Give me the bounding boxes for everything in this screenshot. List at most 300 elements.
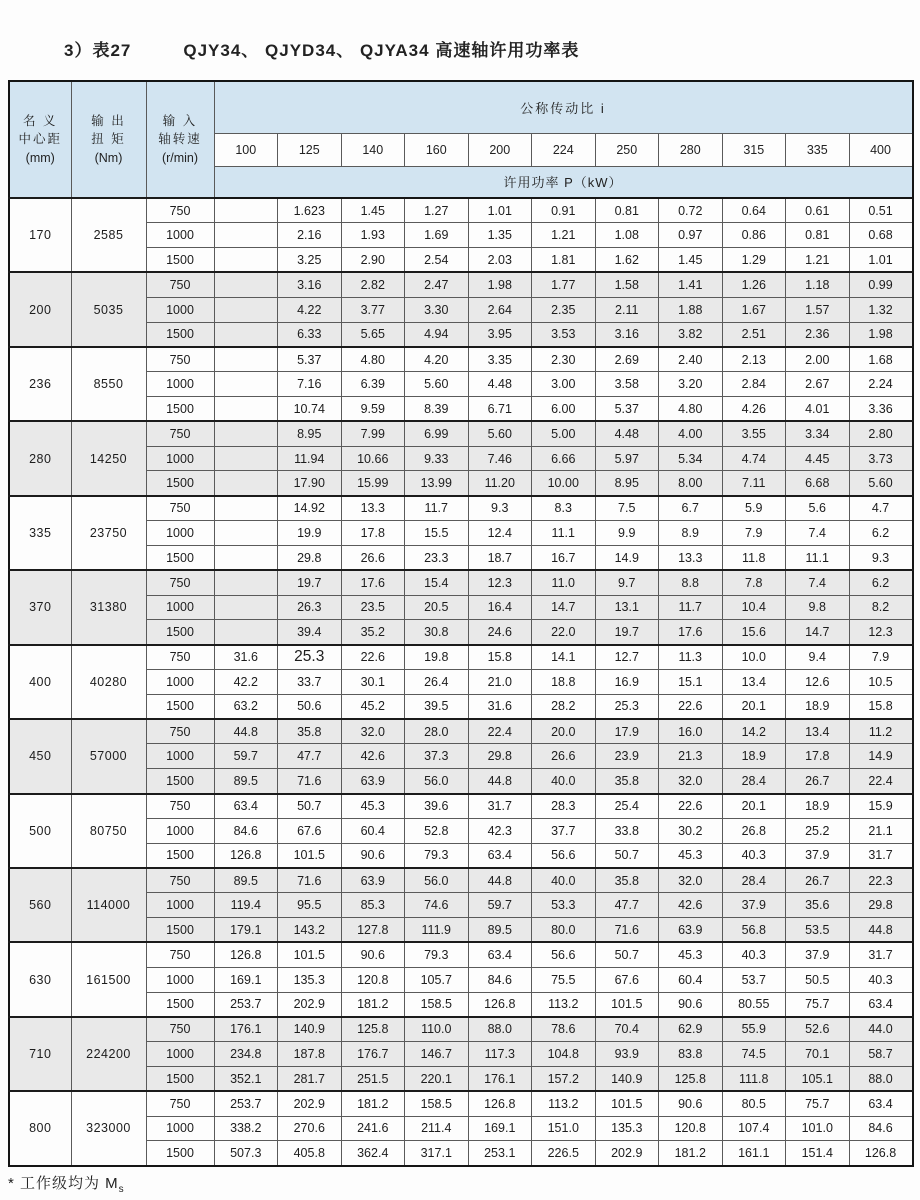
power-value-cell: 140.9 [595, 1066, 659, 1091]
table-row [9, 1017, 913, 1042]
power-value-cell: 2.90 [341, 248, 405, 273]
torque-cell: 114000 [71, 868, 146, 942]
center-distance-cell: 450 [9, 719, 71, 793]
table-row [9, 272, 913, 297]
power-value-cell: 56.0 [405, 868, 469, 893]
power-value-cell: 40.3 [849, 967, 913, 992]
power-value-cell: 70.1 [786, 1042, 850, 1067]
power-value-cell: 28.4 [722, 769, 786, 794]
power-value-cell: 125.8 [659, 1066, 723, 1091]
power-value-cell: 8.39 [405, 397, 469, 422]
power-value-cell: 10.0 [722, 645, 786, 670]
footnote [8, 1172, 125, 1195]
power-value-cell: 15.1 [659, 669, 723, 694]
power-value-cell: 32.0 [659, 868, 723, 893]
center-distance-cell: 560 [9, 868, 71, 942]
speed-cell: 1500 [146, 322, 214, 347]
power-value-cell: 44.8 [849, 918, 913, 943]
power-value-cell: 88.0 [468, 1017, 532, 1042]
power-value-cell: 26.3 [278, 595, 342, 620]
power-value-cell [214, 397, 278, 422]
power-value-cell: 52.6 [786, 1017, 850, 1042]
power-value-cell: 7.5 [595, 496, 659, 521]
power-value-cell: 15.8 [468, 645, 532, 670]
center-distance-cell: 630 [9, 942, 71, 1016]
power-value-cell: 281.7 [278, 1066, 342, 1091]
power-value-cell: 80.55 [722, 992, 786, 1017]
speed-cell: 1500 [146, 620, 214, 645]
torque-cell: 57000 [71, 719, 146, 793]
header-nominal-ratio: 公称传动比 i [214, 81, 913, 133]
power-value-cell: 113.2 [532, 992, 596, 1017]
power-value-cell: 0.81 [786, 223, 850, 248]
table-title-text: QJY34、 QJYD34、 QJYA34 高速轴许用功率表 [183, 41, 580, 60]
power-value-cell: 202.9 [278, 1091, 342, 1116]
power-value-cell: 39.6 [405, 794, 469, 819]
ratio-col-header: 140 [341, 133, 405, 166]
power-value-cell [214, 446, 278, 471]
power-value-cell: 5.60 [468, 421, 532, 446]
power-value-cell: 26.4 [405, 669, 469, 694]
power-value-cell: 14.9 [595, 545, 659, 570]
power-value-cell: 45.3 [659, 942, 723, 967]
power-value-cell: 35.8 [595, 868, 659, 893]
power-value-cell: 158.5 [405, 1091, 469, 1116]
header-torque-line2: 扭 矩 [91, 132, 126, 147]
power-value-cell: 60.4 [341, 818, 405, 843]
power-value-cell: 21.3 [659, 744, 723, 769]
power-value-cell: 2.30 [532, 347, 596, 372]
power-value-cell: 6.68 [786, 471, 850, 496]
power-value-cell: 211.4 [405, 1116, 469, 1141]
power-value-cell: 13.3 [341, 496, 405, 521]
power-value-cell: 47.7 [278, 744, 342, 769]
power-value-cell: 12.3 [468, 570, 532, 595]
power-value-cell: 1.88 [659, 297, 723, 322]
power-value-cell: 4.20 [405, 347, 469, 372]
power-value-cell: 80.0 [532, 918, 596, 943]
torque-cell: 14250 [71, 421, 146, 495]
power-value-cell: 22.0 [532, 620, 596, 645]
power-value-cell: 2.36 [786, 322, 850, 347]
power-value-cell: 22.6 [659, 694, 723, 719]
power-value-cell: 1.98 [468, 272, 532, 297]
power-value-cell: 30.8 [405, 620, 469, 645]
power-value-cell: 4.48 [595, 421, 659, 446]
power-value-cell: 9.8 [786, 595, 850, 620]
power-value-cell: 17.9 [595, 719, 659, 744]
power-value-cell: 37.9 [722, 893, 786, 918]
power-value-cell: 2.54 [405, 248, 469, 273]
power-value-cell: 5.65 [341, 322, 405, 347]
power-value-cell: 13.99 [405, 471, 469, 496]
power-value-cell: 12.3 [849, 620, 913, 645]
power-value-cell: 20.5 [405, 595, 469, 620]
speed-cell: 750 [146, 272, 214, 297]
power-value-cell: 28.2 [532, 694, 596, 719]
table-row [9, 719, 913, 744]
power-value-cell: 19.7 [595, 620, 659, 645]
power-value-cell: 63.2 [214, 694, 278, 719]
power-value-cell: 18.7 [468, 545, 532, 570]
power-value-cell: 44.0 [849, 1017, 913, 1042]
power-value-cell: 45.2 [341, 694, 405, 719]
power-value-cell: 161.1 [722, 1141, 786, 1166]
power-value-cell [214, 347, 278, 372]
torque-cell: 323000 [71, 1091, 146, 1165]
power-value-cell: 55.9 [722, 1017, 786, 1042]
power-value-cell: 14.9 [849, 744, 913, 769]
power-value-cell: 23.3 [405, 545, 469, 570]
power-value-cell: 21.1 [849, 818, 913, 843]
table-header [9, 81, 913, 198]
speed-cell: 750 [146, 942, 214, 967]
power-value-cell: 127.8 [341, 918, 405, 943]
table-row [9, 868, 913, 893]
power-value-cell: 17.6 [341, 570, 405, 595]
center-distance-cell: 170 [9, 198, 71, 272]
speed-cell: 1000 [146, 595, 214, 620]
power-value-cell: 4.80 [659, 397, 723, 422]
power-value-cell: 2.13 [722, 347, 786, 372]
speed-cell: 1500 [146, 694, 214, 719]
power-value-cell: 2.00 [786, 347, 850, 372]
power-value-cell: 10.00 [532, 471, 596, 496]
power-value-cell [214, 545, 278, 570]
power-value-cell: 0.97 [659, 223, 723, 248]
power-value-cell: 29.8 [278, 545, 342, 570]
power-value-cell: 6.2 [849, 570, 913, 595]
power-value-cell: 50.5 [786, 967, 850, 992]
header-allowable-power: 许用功率 P（kW） [214, 166, 913, 198]
power-value-cell: 25.2 [786, 818, 850, 843]
table-number-label: 3）表27 [64, 41, 132, 60]
power-value-cell: 4.00 [659, 421, 723, 446]
power-value-cell: 10.4 [722, 595, 786, 620]
power-value-cell: 1.69 [405, 223, 469, 248]
power-value-cell: 40.3 [722, 942, 786, 967]
power-value-cell [214, 372, 278, 397]
power-value-cell: 1.67 [722, 297, 786, 322]
table-row [9, 421, 913, 446]
power-value-cell: 28.3 [532, 794, 596, 819]
power-value-cell: 1.57 [786, 297, 850, 322]
power-value-cell: 25.4 [595, 794, 659, 819]
power-value-cell: 11.1 [532, 521, 596, 546]
power-value-cell: 101.5 [595, 1091, 659, 1116]
power-value-cell: 31.7 [849, 942, 913, 967]
power-value-cell: 14.1 [532, 645, 596, 670]
ratio-col-header: 250 [595, 133, 659, 166]
power-value-cell: 7.8 [722, 570, 786, 595]
power-value-cell: 32.0 [659, 769, 723, 794]
power-value-cell: 20.0 [532, 719, 596, 744]
power-value-cell: 78.6 [532, 1017, 596, 1042]
header-speed-line1: 输 入 [162, 114, 198, 129]
speed-cell: 750 [146, 645, 214, 670]
power-value-cell: 3.35 [468, 347, 532, 372]
speed-cell: 750 [146, 570, 214, 595]
power-value-cell: 67.6 [278, 818, 342, 843]
power-value-cell: 37.9 [786, 942, 850, 967]
power-value-cell: 18.9 [786, 694, 850, 719]
power-value-cell: 63.4 [214, 794, 278, 819]
table-row [9, 1091, 913, 1116]
power-value-cell: 7.99 [341, 421, 405, 446]
power-value-cell: 83.8 [659, 1042, 723, 1067]
power-value-cell: 3.36 [849, 397, 913, 422]
power-value-cell: 70.4 [595, 1017, 659, 1042]
power-value-cell: 1.29 [722, 248, 786, 273]
header-torque-line1: 输 出 [91, 114, 126, 129]
power-value-cell: 18.8 [532, 669, 596, 694]
power-value-cell: 53.3 [532, 893, 596, 918]
power-value-cell: 126.8 [468, 992, 532, 1017]
power-value-cell: 0.99 [849, 272, 913, 297]
header-row-ratio-title [9, 81, 913, 133]
power-value-cell: 75.7 [786, 1091, 850, 1116]
power-value-cell: 113.2 [532, 1091, 596, 1116]
power-value-cell: 9.3 [468, 496, 532, 521]
power-value-cell: 14.92 [278, 496, 342, 521]
power-value-cell: 5.60 [849, 471, 913, 496]
power-value-cell: 3.55 [722, 421, 786, 446]
power-value-cell: 20.1 [722, 794, 786, 819]
power-value-cell: 31.7 [849, 843, 913, 868]
header-center-line1: 名 义 [23, 114, 58, 129]
power-value-cell: 31.6 [214, 645, 278, 670]
speed-cell: 750 [146, 719, 214, 744]
power-value-cell: 181.2 [341, 992, 405, 1017]
power-value-cell: 89.5 [468, 918, 532, 943]
torque-cell: 224200 [71, 1017, 146, 1091]
power-value-cell: 119.4 [214, 893, 278, 918]
power-value-cell: 14.7 [532, 595, 596, 620]
power-value-cell: 126.8 [214, 843, 278, 868]
power-value-cell: 56.6 [532, 942, 596, 967]
power-value-cell: 1.35 [468, 223, 532, 248]
power-value-cell: 3.00 [532, 372, 596, 397]
power-value-cell: 19.9 [278, 521, 342, 546]
power-value-cell: 39.5 [405, 694, 469, 719]
power-value-cell: 71.6 [595, 918, 659, 943]
power-value-cell: 362.4 [341, 1141, 405, 1166]
power-value-cell: 9.7 [595, 570, 659, 595]
power-value-cell: 90.6 [659, 1091, 723, 1116]
power-value-cell: 1.32 [849, 297, 913, 322]
speed-cell: 750 [146, 421, 214, 446]
table-row [9, 794, 913, 819]
power-value-cell: 2.11 [595, 297, 659, 322]
header-input-speed [146, 81, 214, 198]
header-torque-unit: (Nm) [94, 150, 123, 165]
power-value-cell: 8.9 [659, 521, 723, 546]
power-value-cell: 11.20 [468, 471, 532, 496]
power-value-cell: 45.3 [659, 843, 723, 868]
power-value-cell: 63.9 [341, 769, 405, 794]
speed-cell: 750 [146, 347, 214, 372]
speed-cell: 1500 [146, 545, 214, 570]
power-value-cell: 50.7 [595, 942, 659, 967]
speed-cell: 750 [146, 198, 214, 223]
table-row [9, 496, 913, 521]
power-value-cell: 11.7 [659, 595, 723, 620]
center-distance-cell: 200 [9, 272, 71, 346]
power-value-cell: 15.99 [341, 471, 405, 496]
power-value-cell: 50.6 [278, 694, 342, 719]
power-value-cell: 1.26 [722, 272, 786, 297]
power-value-cell: 44.8 [468, 769, 532, 794]
power-value-cell: 22.4 [849, 769, 913, 794]
speed-cell: 1000 [146, 1042, 214, 1067]
power-value-cell: 50.7 [278, 794, 342, 819]
ratio-col-header: 200 [468, 133, 532, 166]
power-value-cell: 7.16 [278, 372, 342, 397]
power-value-cell: 1.81 [532, 248, 596, 273]
power-value-cell: 253.7 [214, 1091, 278, 1116]
power-value-cell [214, 620, 278, 645]
power-value-cell: 5.9 [722, 496, 786, 521]
torque-cell: 2585 [71, 198, 146, 272]
power-value-cell: 90.6 [341, 843, 405, 868]
power-value-cell: 4.26 [722, 397, 786, 422]
power-value-cell: 5.34 [659, 446, 723, 471]
power-value-cell: 6.2 [849, 521, 913, 546]
table-row [9, 347, 913, 372]
speed-cell: 1000 [146, 893, 214, 918]
center-distance-cell: 710 [9, 1017, 71, 1091]
power-value-cell: 63.9 [659, 918, 723, 943]
power-value-cell: 58.7 [849, 1042, 913, 1067]
power-value-cell: 84.6 [849, 1116, 913, 1141]
power-value-cell: 80.5 [722, 1091, 786, 1116]
power-value-cell: 26.6 [532, 744, 596, 769]
power-value-cell: 74.6 [405, 893, 469, 918]
power-value-cell: 13.3 [659, 545, 723, 570]
power-value-cell: 42.6 [659, 893, 723, 918]
center-distance-cell: 236 [9, 347, 71, 421]
power-value-cell: 12.4 [468, 521, 532, 546]
power-value-cell: 11.7 [405, 496, 469, 521]
power-value-cell: 11.3 [659, 645, 723, 670]
speed-cell: 750 [146, 868, 214, 893]
power-value-cell: 0.68 [849, 223, 913, 248]
power-value-cell: 14.7 [786, 620, 850, 645]
power-value-cell: 6.99 [405, 421, 469, 446]
header-center-line2: 中心距 [18, 132, 62, 147]
power-value-cell: 1.01 [468, 198, 532, 223]
power-value-cell: 4.80 [341, 347, 405, 372]
header-output-torque [71, 81, 146, 198]
power-value-cell: 2.16 [278, 223, 342, 248]
power-value-cell: 19.7 [278, 570, 342, 595]
power-value-cell: 67.6 [595, 967, 659, 992]
power-value-cell: 126.8 [214, 942, 278, 967]
power-value-cell: 270.6 [278, 1116, 342, 1141]
power-value-cell: 5.97 [595, 446, 659, 471]
power-value-cell: 42.6 [341, 744, 405, 769]
power-value-cell: 0.86 [722, 223, 786, 248]
power-value-cell: 85.3 [341, 893, 405, 918]
power-value-cell: 75.5 [532, 967, 596, 992]
power-value-cell: 338.2 [214, 1116, 278, 1141]
power-value-cell: 6.7 [659, 496, 723, 521]
speed-cell: 1500 [146, 397, 214, 422]
power-value-cell: 17.6 [659, 620, 723, 645]
power-value-cell: 5.6 [786, 496, 850, 521]
power-value-cell: 35.8 [278, 719, 342, 744]
speed-cell: 1500 [146, 918, 214, 943]
power-value-cell: 234.8 [214, 1042, 278, 1067]
power-value-cell: 4.94 [405, 322, 469, 347]
center-distance-cell: 335 [9, 496, 71, 570]
power-value-cell: 9.59 [341, 397, 405, 422]
power-value-cell: 3.34 [786, 421, 850, 446]
power-value-cell: 84.6 [214, 818, 278, 843]
power-value-cell: 11.0 [532, 570, 596, 595]
ratio-col-header: 224 [532, 133, 596, 166]
speed-cell: 1000 [146, 372, 214, 397]
center-distance-cell: 400 [9, 645, 71, 719]
power-value-cell: 2.40 [659, 347, 723, 372]
power-value-cell: 9.3 [849, 545, 913, 570]
power-value-cell [214, 471, 278, 496]
table-row [9, 570, 913, 595]
power-value-cell: 53.5 [786, 918, 850, 943]
power-value-cell: 14.2 [722, 719, 786, 744]
power-value-cell: 59.7 [214, 744, 278, 769]
power-value-cell: 21.0 [468, 669, 532, 694]
ratio-col-header: 400 [849, 133, 913, 166]
power-value-cell: 15.5 [405, 521, 469, 546]
power-value-cell: 15.4 [405, 570, 469, 595]
torque-cell: 40280 [71, 645, 146, 719]
ratio-col-header: 160 [405, 133, 469, 166]
power-value-cell: 405.8 [278, 1141, 342, 1166]
power-value-cell: 4.22 [278, 297, 342, 322]
power-value-cell: 0.51 [849, 198, 913, 223]
power-value-cell: 35.2 [341, 620, 405, 645]
power-value-cell: 75.7 [786, 992, 850, 1017]
power-value-cell: 11.1 [786, 545, 850, 570]
power-value-cell: 181.2 [659, 1141, 723, 1166]
power-value-cell: 52.8 [405, 818, 469, 843]
power-value-cell: 101.5 [278, 942, 342, 967]
power-value-cell: 44.8 [468, 868, 532, 893]
speed-cell: 1500 [146, 992, 214, 1017]
power-value-cell: 507.3 [214, 1141, 278, 1166]
power-value-cell: 25.3 [595, 694, 659, 719]
power-value-cell [214, 595, 278, 620]
torque-cell: 31380 [71, 570, 146, 644]
power-value-cell [214, 521, 278, 546]
header-speed-unit: (r/min) [161, 150, 199, 165]
power-value-cell: 140.9 [278, 1017, 342, 1042]
power-value-cell: 151.4 [786, 1141, 850, 1166]
header-center-unit: (mm) [25, 150, 55, 165]
power-value-cell: 63.9 [341, 868, 405, 893]
footnote-text: * 工作级均为 M [8, 1175, 119, 1192]
power-value-cell [214, 496, 278, 521]
power-value-cell: 2.67 [786, 372, 850, 397]
power-value-cell: 13.4 [786, 719, 850, 744]
power-value-cell: 105.7 [405, 967, 469, 992]
power-value-cell: 29.8 [849, 893, 913, 918]
power-value-cell: 4.45 [786, 446, 850, 471]
power-value-cell: 59.7 [468, 893, 532, 918]
speed-cell: 1500 [146, 1066, 214, 1091]
power-value-cell: 11.94 [278, 446, 342, 471]
